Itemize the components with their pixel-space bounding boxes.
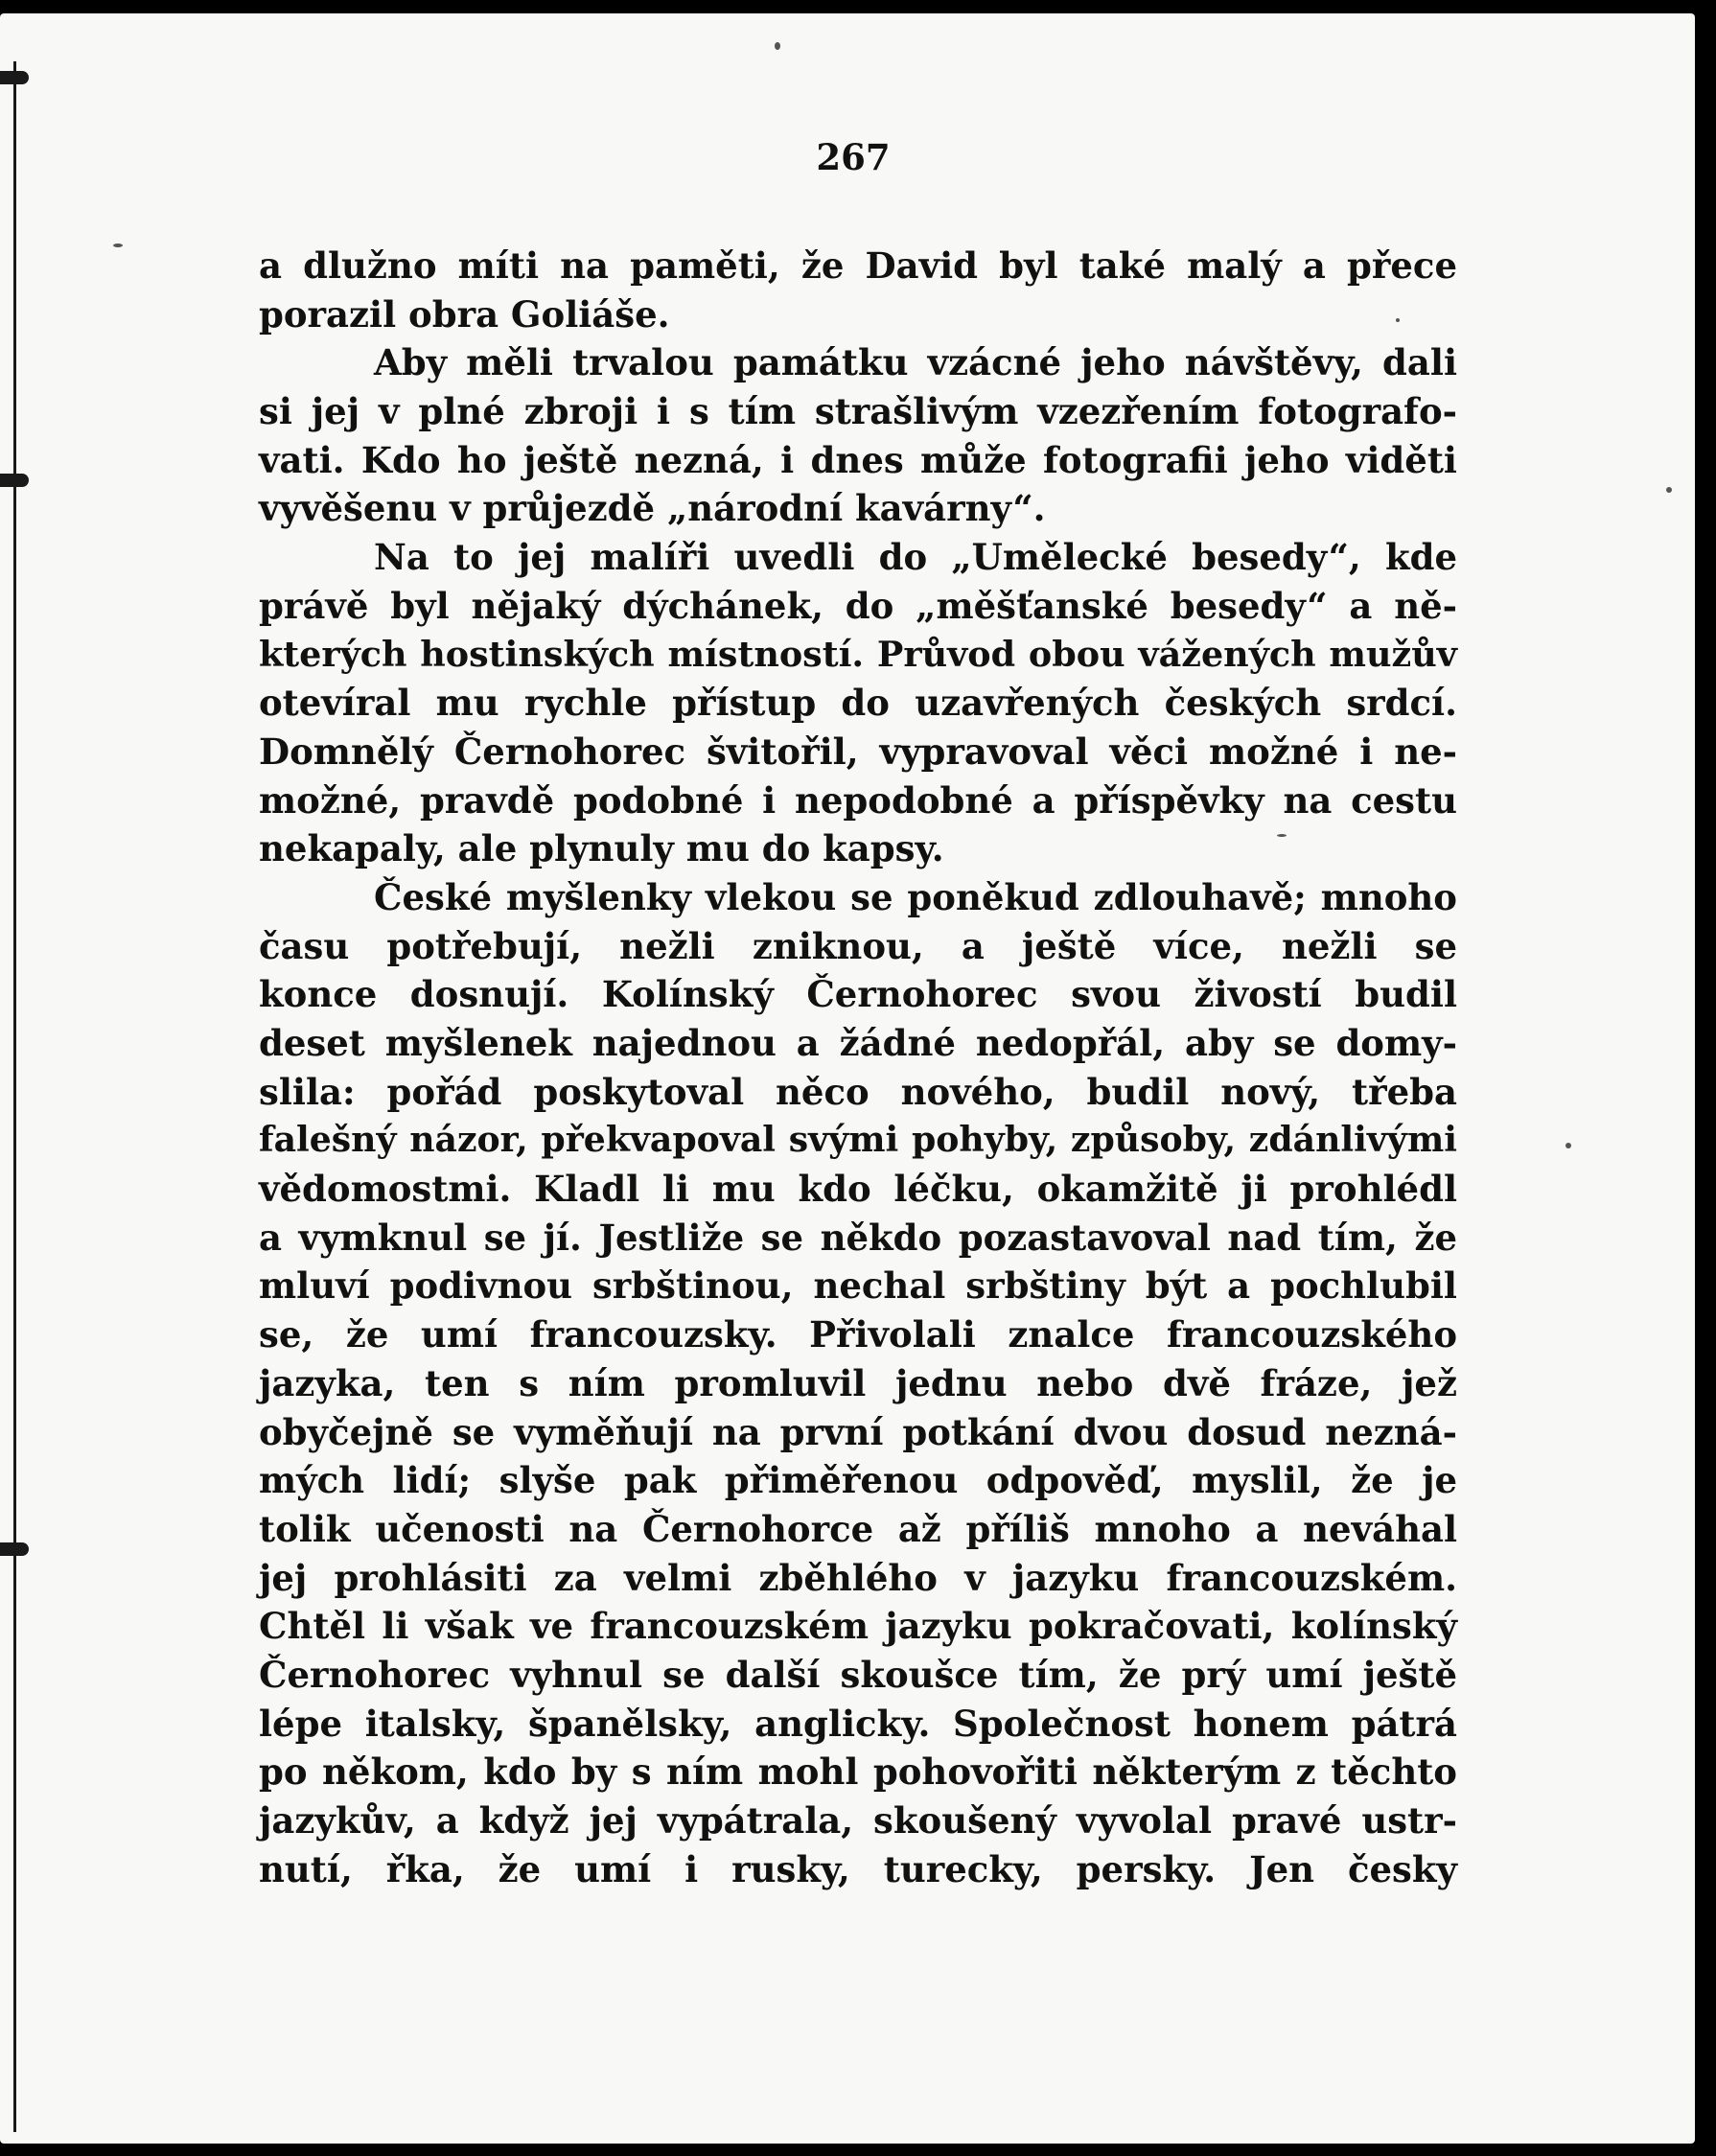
text-line: kterých hostinských místností. Průvod obou vážených mužův bbox=[259, 633, 1457, 675]
text-line: falešný názor, překvapoval svými pohyby, způsoby, zdánlivými bbox=[259, 1119, 1457, 1161]
text-line: Aby měli trvalou památku vzácné jeho návštěvy, dali bbox=[374, 341, 1457, 384]
page-speck bbox=[1666, 487, 1672, 493]
text-line: Černohorec vyhnul se další skoušce tím, že prý umí ještě bbox=[259, 1653, 1457, 1696]
text-line: a dlužno míti na paměti, že David byl také malý a přece bbox=[259, 244, 1457, 287]
text-line: otevíral mu rychle přístup do uzavřených českých srdcí. bbox=[259, 682, 1457, 725]
text-line: se, že umí francouzsky. Přivolali znalce francouzského bbox=[259, 1313, 1457, 1356]
page-speck bbox=[1565, 1143, 1571, 1148]
text-line: lépe italsky, španělsky, anglicky. Společnost honem pátrá bbox=[259, 1702, 1457, 1745]
text-line: porazil obra Goliáše. bbox=[259, 292, 670, 336]
text-line: právě byl nějaký dýchánek, do „měšťanské besedy“ a ně- bbox=[259, 584, 1457, 627]
text-line: mých lidí; slyše pak přiměřenou odpověď, myslil, že je bbox=[259, 1459, 1457, 1502]
binding-mark bbox=[0, 71, 29, 84]
text-line: vyvěšenu v průjezdě „národní kavárny“. bbox=[259, 487, 1046, 530]
text-line: konce dosnují. Kolínský Černohorec svou živostí budil bbox=[259, 973, 1457, 1016]
text-line: si jej v plné zbroji i s tím strašlivým vzezřením fotografo- bbox=[259, 390, 1457, 433]
text-line: tolik učenosti na Černohorce až příliš mnoho a neváhal bbox=[259, 1507, 1457, 1550]
text-line: po někom, kdo by s ním mohl pohovořiti některým z těchto bbox=[259, 1750, 1457, 1794]
text-line: slila: pořád poskytoval něco nového, budil nový, třeba bbox=[259, 1070, 1457, 1113]
page-speck bbox=[113, 243, 123, 247]
text-line: České myšlenky vlekou se poněkud zdlouhavě; mnoho bbox=[374, 875, 1457, 918]
text-line: deset myšlenek najednou a žádné nedopřál, aby se domy- bbox=[259, 1022, 1457, 1064]
text-line: vati. Kdo ho ještě nezná, i dnes může fotografii jeho viděti bbox=[259, 438, 1457, 481]
text-line: vědomostmi. Kladl li mu kdo léčku, okamžitě ji prohlédl bbox=[259, 1168, 1457, 1211]
binding-mark bbox=[0, 1542, 29, 1556]
binding-edge bbox=[13, 61, 16, 2132]
body-text bbox=[259, 242, 1457, 1893]
text-line: Domnělý Černohorec švitořil, vypravoval věci možné i ne- bbox=[259, 730, 1457, 773]
page-number: 267 bbox=[816, 136, 891, 178]
page-speck bbox=[775, 42, 780, 50]
text-line: mluví podivnou srbštinou, nechal srbštiny být a pochlubil bbox=[259, 1264, 1457, 1308]
text-line: jej prohlásiti za velmi zběhlého v jazyku francouzském. bbox=[259, 1556, 1457, 1599]
text-line: Na to jej malíři uvedli do „Umělecké besedy“, kde bbox=[374, 536, 1457, 579]
text-line: času potřebují, nežli zniknou, a ještě více, nežli se bbox=[259, 924, 1457, 967]
text-line: nekapaly, ale plynuly mu do kapsy. bbox=[259, 827, 944, 870]
binding-mark bbox=[0, 474, 29, 487]
text-line: možné, pravdě podobné i nepodobné a příspěvky na cestu bbox=[259, 778, 1457, 822]
text-line: jazyka, ten s ním promluvil jednu nebo dvě fráze, jež bbox=[259, 1361, 1457, 1404]
book-page bbox=[0, 13, 1695, 2144]
text-line: Chtěl li však ve francouzském jazyku pokračovati, kolínský bbox=[259, 1605, 1457, 1648]
text-line: jazykův, a když jej vypátrala, skoušený vyvolal pravé ustr- bbox=[259, 1799, 1457, 1842]
text-line: a vymknul se jí. Jestliže se někdo pozastavoval nad tím, že bbox=[259, 1216, 1457, 1259]
text-line: nutí, řka, že umí i rusky, turecky, persky. Jen česky bbox=[259, 1847, 1457, 1890]
text-line: obyčejně se vyměňují na první potkání dvou dosud nezná- bbox=[259, 1410, 1457, 1453]
